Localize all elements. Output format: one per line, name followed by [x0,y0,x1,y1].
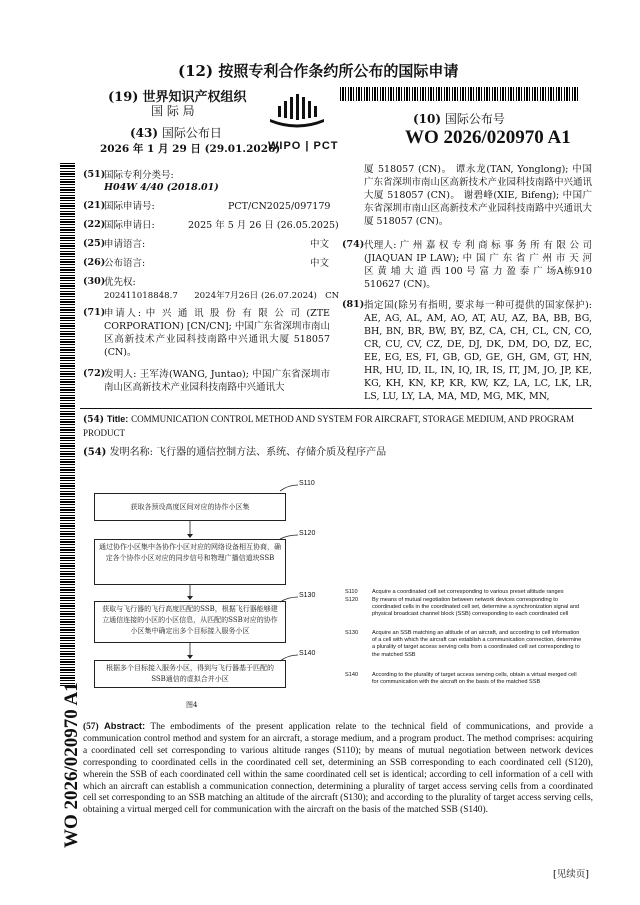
title-en-label: Title: [106,414,129,424]
field-code: (72) [83,368,106,379]
field-label: 国际专利分类号: [104,170,174,181]
step-id: S120 [299,530,316,537]
document-title: 按照专利合作条约所公布的国际申请 [218,62,459,80]
field-code: (26) [83,257,106,268]
legend-key: S140 [345,672,359,678]
legend-key: S120 [345,597,359,603]
field-label: 优先权: [104,277,136,288]
abstract-text: The embodiments of the present application relate to the technical field of communications, and provide a communication control method and system for an aircraft, a storage medium, and a program product. The method comprises: acquiring a coordinated cell set corresponding to various altitude ranges (S110); by means of mutual negotiation between network devices corresponding to coordinated cells in the coordinated cell set, determining an SSB corresponding to each coordinated cell (S120), wherein the SSB of each coordinated cell within the same coordinated cell set is identical; according to cell information of a cell with which an aircraft can establish a communication connection, determining a plurality of target access serving cells from a coordinated cell set corresponding to an SSB matching an altitude of the aircraft (S130); and according to the plurality of target access serving cells, obtaining a virtual merged cell for communication with the aircraft on the basis of the matched SSB (S140). [83,722,593,816]
field-code: (81) [342,299,365,310]
step-id: S130 [299,592,316,599]
pubno-line [413,110,505,127]
applicant-value: 申请人: 中 兴 通 讯 股 份 有 限 公 司 (ZTE CORPORATION) [CN/CN]; 中国广东省深圳市南山区高新技术产业园科技南路中兴通讯大厦 518057 (CN)。 [104,308,330,358]
field-label: 公布语言: [104,258,146,269]
pubdate-line [130,124,222,141]
legend-text: According to the plurality of target access serving cells, obtain a virtual merged cell for communication with the aircraft on the basis of the matched SSB [372,672,577,686]
inventor-continued: 厦 518057 (CN)。 谭永龙(TAN, Yonglong); 中国广东省深圳市南山区高新技术产业园科技南路中兴通讯大厦 518057 (CN)。 谢碧峰(XIE, Bifeng); 中国广东省深圳市南山区高新技术产业园科技南路中兴通讯大厦 518057 (CN)。 [364,164,593,227]
document-title-line [178,60,458,81]
field-code: (51) [83,169,106,180]
designated-states-value: 指定国(除另有指明, 要求每一种可提供的国家保护): AE, AG, AL, AM, AO, AT, AU, AZ, BA, BB, BG, BH, BN, BR, BW, BY, BZ, CA, CH, CL, CN, CO, CR, CU, CV, CZ, DE, DJ, DK, DM, DO, DZ, EC, EE, EG, ES, FI, GB, GD, GE, GH, GM, GT, HN, HR, HU, ID, IL, IN, IQ, IR, IS, IT, JM, JO, JP, KE, KG, KH, KN, KP, KR, KW, KZ, LA, LC, LK, LR, LS, LU, LY, LA, MA, MD, MG, MK, MN, [364,300,592,402]
title-cn-block [83,443,386,458]
legend-key: S110 [345,589,358,595]
org-code: (19) [108,90,139,105]
legend-key: S130 [345,630,359,636]
field-code: (25) [83,238,106,249]
abstract-label: Abstract: [104,720,146,731]
pubdate-code: (43) [130,126,159,140]
priority-value: 202411018848.7 2024年7月26日 (26.07.2024) CN [104,291,340,301]
pubdate-label: 国际公布日 [161,126,222,140]
agent-value: 代理人: 广 州 嘉 权 专 利 商 标 事 务 所 有 限 公 司 (JIAQUAN IP LAW); 中 国 广 东 省 广 州 市 天 河 区 黄 埔 大 道 西 100 号 富 力 盈 泰 广 场A栋910 510627 (CN)。 [364,240,592,290]
field-code: (54) [83,415,105,425]
abstract-block [83,720,593,817]
org-line2: 国 际 局 [151,104,195,118]
title-code: (12) [178,62,214,80]
field-code: (30) [83,276,106,287]
field-label: 申请语言: [104,239,146,250]
flowchart-step-box: 通过协作小区集中各协作小区对应的网络设备相互协商，确定各个协作小区对应的同步信号和物理广播信道块SSB [94,539,286,585]
field-label: 国际申请号: [104,201,155,212]
legend-text: By means of mutual negotiation between network devices corresponding to coordinated cells in the coordinated cell set, determine a synchronization signal and physical broadcast channel block (SSB) corresponding to each coordinated cell [372,597,580,618]
title-cn-text: 飞行器的通信控制方法、系统、存储介质及程序产品 [156,447,387,458]
wipo-emblem-icon [262,92,332,140]
ipc-value: H04W 4/40 (2018.01) [104,182,219,193]
figure-area [80,475,592,690]
pubno-label: 国际公布号 [444,112,505,126]
org-name: 世界知识产权组织 [142,90,247,105]
field-label: 国际申请日: [104,220,155,231]
separator-line [80,408,592,409]
title-cn-label: 发明名称: [109,447,153,458]
barcode-side [60,163,75,686]
appno-value: PCT/CN2025/097179 [228,201,331,212]
field-code: (74) [342,239,365,250]
step-id: S140 [299,650,316,657]
inventor-value: 发明人: 王军涛(WANG, Juntao); 中国广东省深圳市南山区高新技术产业园科技南路中兴通讯大 [104,369,330,393]
side-pubno: WO 2026/020970 A1 [61,682,82,848]
flowchart-step-box: 获取与飞行器的飞行高度匹配的SSB，根据飞行器能够建立通信连接的小区的小区信息，从匹配的SSB对应的协作小区集中确定出多个目标接入服务小区 [94,601,286,643]
field-code: (22) [83,219,106,230]
title-en-text: COMMUNICATION CONTROL METHOD AND SYSTEM FOR AIRCRAFT, STORAGE MEDIUM, AND PROGRAM PRODUCT [83,414,575,438]
legend-text: Acquire a coordinated cell set corresponding to various preset altitude ranges [372,589,564,595]
pubno-code: (10) [413,112,442,126]
field-code: (54) [83,447,107,458]
filing-lang-value: 中文 [310,239,330,250]
flowchart-step-box: 获取各预设高度区间对应的协作小区集 [94,493,286,521]
pubdate-value: 2026 年 1 月 29 日 (29.01.2026) [100,143,281,155]
legend-text: Acquire an SSB matching an altitude of an aircraft, and according to cell information of a cell with which the aircraft can establish a communication connection, determine a plurality of target access serving cells from a coordinated cell set corresponding to the matched SSB [372,630,582,658]
continued-footer: [见续页] [553,869,589,880]
step-id: S110 [299,480,315,487]
wipo-pct-text: WIPO | PCT [268,140,339,152]
wipo-logo [262,92,332,140]
filing-date-value: 2025 年 5 月 26 日 (26.05.2025) [188,220,339,231]
field-code: (57) [83,722,99,732]
field-code: (71) [83,307,106,318]
flowchart-step-box: 根据多个目标接入服务小区，得到与飞行器基于匹配的SSB通信的虚拟合并小区 [94,660,286,688]
field-code: (21) [83,200,106,211]
pub-lang-value: 中文 [310,258,330,269]
pubno-value: WO 2026/020970 A1 [405,127,571,148]
figure-label: 图4 [186,701,198,709]
barcode-top [340,87,578,101]
title-en-block [83,413,591,440]
